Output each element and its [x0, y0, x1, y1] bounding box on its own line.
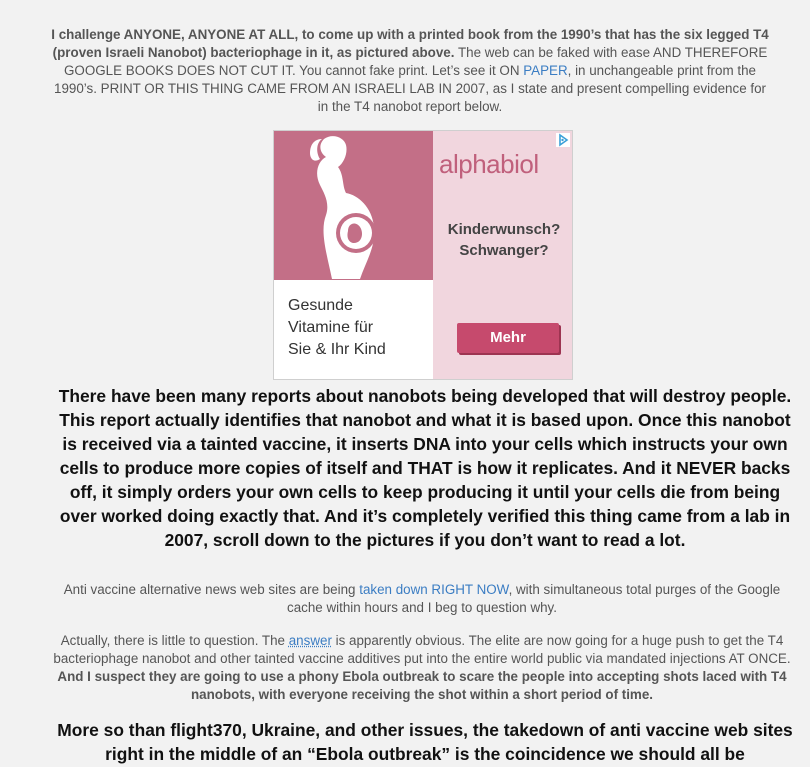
question-text-a: Actually, there is little to question. The — [60, 633, 289, 648]
intro-paragraph — [50, 26, 770, 116]
answer-link[interactable]: answer — [288, 633, 332, 648]
question-bold: And I suspect they are going to use a phony Ebola outbreak to scare the people into accepting shots laced with T4 nanobots, with everyone receiving the shot within a short period of time. — [57, 669, 787, 702]
ad-image — [274, 131, 433, 280]
paper-link[interactable]: PAPER — [523, 63, 568, 78]
report-paragraph: There have been many reports about nanobots being developed that will destroy people. This report actually identifies that nanobot and what it is based upon. Once this nanobot is received via a tainted vaccine, it inserts DNA into your cells which instructs your own cells to produce more copies of itself and THAT is how it replicates. And it NEVER backs off, it simply orders your own cells to keep producing it until your cells die from being over worked doing exactly that. And it’s completely verified this thing came from a lab in 2007, scroll down to the pictures if you don’t want to read a lot. — [58, 386, 792, 550]
ad-text-2: Vitamine für — [288, 319, 374, 336]
takedown-paragraph — [52, 581, 792, 617]
question-paragraph — [50, 632, 794, 704]
ad-text-3: Sie & Ihr Kind — [288, 341, 386, 358]
ad-more-button[interactable]: Mehr — [457, 323, 559, 353]
adchoices-icon[interactable] — [556, 133, 570, 147]
closing-paragraph: More so than flight370, Ukraine, and other issues, the takedown of anti vaccine web sites right in the middle of an “Ebola outbreak” is the coincidence we should all be — [57, 720, 793, 764]
ad-question-2: Schwanger? — [459, 242, 549, 259]
ad-question-1: Kinderwunsch? — [447, 221, 561, 238]
takedown-text-a: Anti vaccine alternative news web sites are being — [63, 582, 360, 597]
ad-tagline — [288, 295, 428, 361]
advertisement[interactable] — [273, 130, 573, 380]
taken-down-link[interactable]: taken down RIGHT NOW — [359, 582, 509, 597]
intro-text-a: The web can be faked with ease AND THEREFORE GOOGLE BOOKS DOES NOT CUT IT. You cannot fake print. Let’s see it ON — [64, 45, 768, 78]
takedown-text-b: , with simultaneous total purges of the Google cache within hours and I beg to question why. — [287, 582, 781, 615]
intro-bold: I challenge ANYONE, ANYONE AT ALL, to come up with a printed book from the 1990’s that has the six legged T4 (proven Israeli Nanobot) bacteriophage in it, as pictured above. — [51, 27, 769, 60]
intro-text-b: , in unchangeable print from the 1990’s. PRINT OR THIS THING CAME FROM AN ISRAELI LAB IN 2007, as I state and present compelling evidence for in the T4 nanobot report below. — [54, 63, 766, 114]
question-text-b: is apparently obvious. The elite are now going for a huge push to get the T4 bacteriophage nanobot and other tainted vaccine additives put into the entire world public via mandated injections AT ONCE. — [53, 633, 791, 666]
ad-text-1: Gesunde — [288, 297, 353, 314]
ad-logo: alphabiol — [439, 149, 539, 179]
pregnant-woman-icon — [274, 131, 433, 280]
ad-question — [435, 219, 573, 261]
